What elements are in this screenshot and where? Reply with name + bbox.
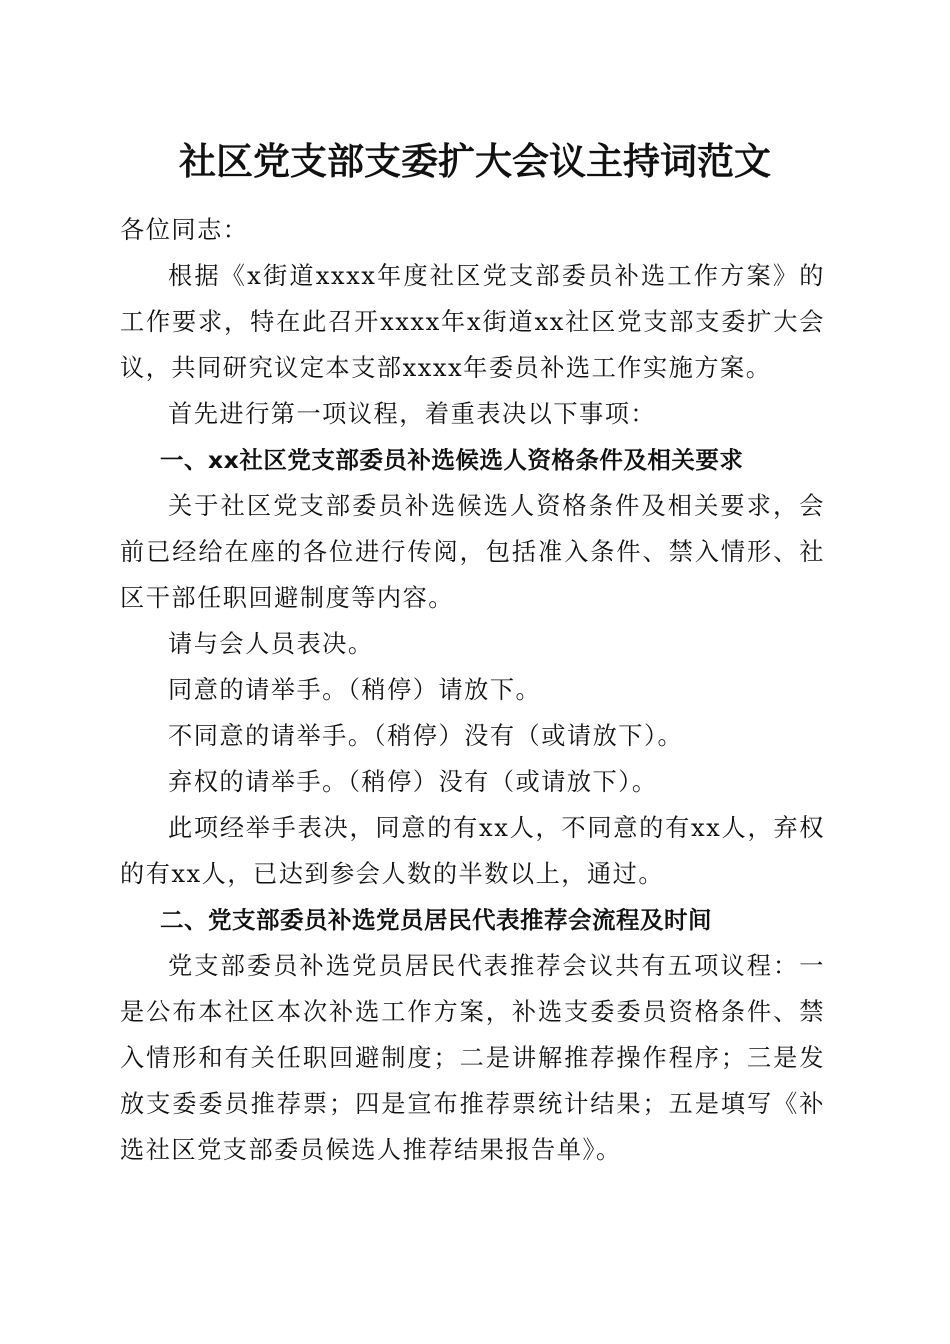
paragraph: 此项经举手表决，同意的有xx人，不同意的有xx人，弃权的有xx人，已达到参会人数的半数以上，通过。 (120, 814, 825, 888)
paragraph: 首先进行第一项议程，着重表决以下事项： (168, 400, 657, 428)
paragraph: 不同意的请举手。（稍停）没有（或请放下）。 (168, 722, 684, 750)
paragraph: 同意的请举手。（稍停）请放下。 (168, 676, 542, 704)
greeting: 各位同志： (120, 216, 249, 244)
section-heading-1: 一、xx社区党支部委员补选候选人资格条件及相关要求 (160, 446, 744, 474)
document-body (120, 207, 825, 1173)
paragraph: 请与会人员表决。 (168, 630, 374, 658)
document-title: 社区党支部支委扩大会议主持词范文 (179, 139, 771, 183)
paragraph: 关于社区党支部委员补选候选人资格条件及相关要求，会前已经给在座的各位进行传阅，包括准入条件、禁入情形、社区干部任职回避制度等内容。 (120, 492, 825, 612)
section-heading-2: 二、党支部委员补选党员居民代表推荐会流程及时间 (160, 906, 712, 934)
paragraph: 党支部委员补选党员居民代表推荐会议共有五项议程：一是公布本社区本次补选工作方案，补选支委委员资格条件、禁入情形和有关任职回避制度；二是讲解推荐操作程序；三是发放支委委员推荐票；四是宣布推荐票统计结果；五是填写《补选社区党支部委员候选人推荐结果报告单》。 (120, 952, 825, 1164)
paragraph: 弃权的请举手。（稍停）没有（或请放下）。 (168, 768, 658, 796)
paragraph: 根据《x街道xxxx年度社区党支部委员补选工作方案》的工作要求，特在此召开xxxx年x街道xx社区党支部支委扩大会议，共同研究议定本支部xxxx年委员补选工作实施方案。 (120, 262, 825, 382)
